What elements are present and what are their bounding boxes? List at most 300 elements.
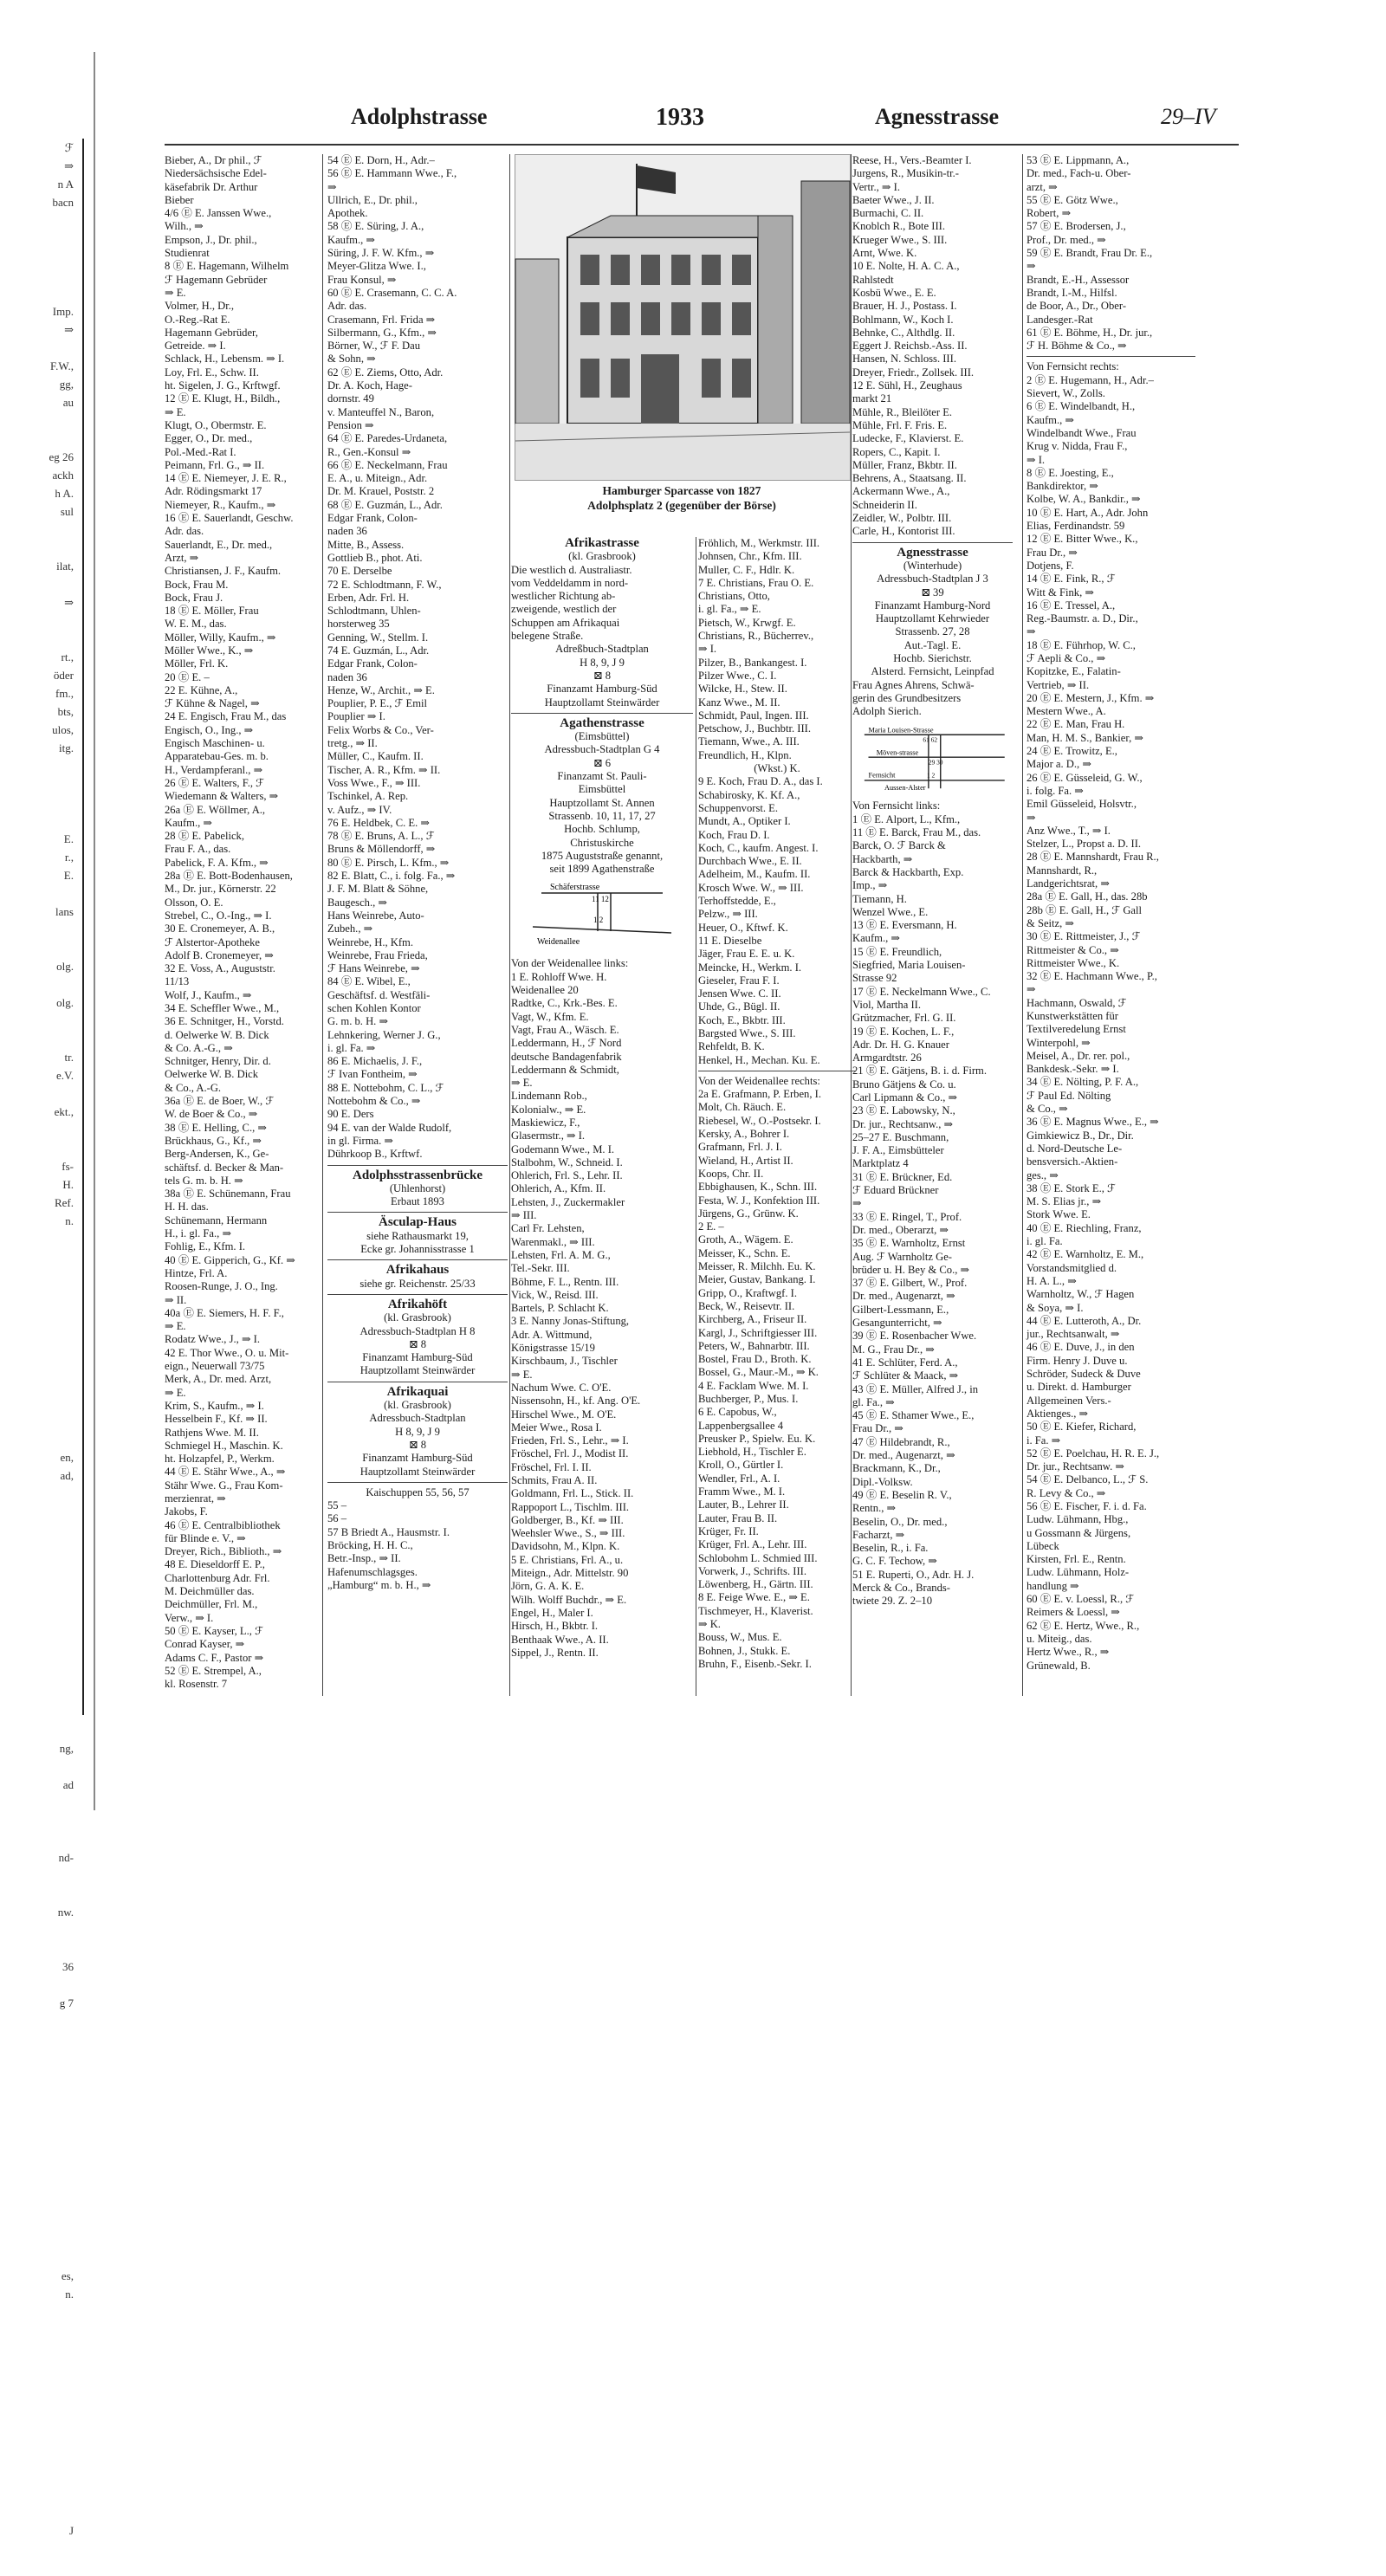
directory-entry: Dr. med., Oberarzt, ⇒ bbox=[852, 1223, 949, 1236]
directory-entry: 4/6 Ⓔ E. Janssen Wwe., bbox=[165, 207, 272, 220]
section-rule bbox=[511, 713, 693, 714]
street-section-title: Adolphsstrassenbrücke bbox=[352, 1168, 483, 1182]
directory-entry: Barck & Hackbarth, Exp. bbox=[852, 865, 964, 878]
directory-entry: ⇒ bbox=[852, 1197, 862, 1210]
directory-entry: W. E. M., das. bbox=[165, 618, 227, 631]
previous-page-fragment bbox=[0, 1612, 82, 1630]
previous-page-fragment: fs- bbox=[62, 1160, 74, 1173]
directory-entry: Klugt, O., Obermstr. E. bbox=[165, 418, 267, 431]
street-info-line: Hauptzollamt Kehrwieder bbox=[875, 612, 990, 625]
previous-page-fragment bbox=[0, 975, 82, 994]
directory-entry: Lauter, Frau B. II. bbox=[698, 1511, 778, 1524]
directory-entry: Radtke, C., Krk.-Bes. E. bbox=[511, 997, 618, 1010]
directory-entry: Dr. med., Fach-u. Ober- bbox=[1027, 167, 1131, 180]
directory-entry: 84 Ⓔ E. Wibel, E., bbox=[327, 975, 411, 988]
directory-entry: 22 E. Kühne, A., bbox=[165, 683, 238, 696]
previous-page-fragment: eg 26 bbox=[49, 450, 74, 463]
directory-entry: Pol.-Med.-Rat I. bbox=[165, 445, 236, 458]
directory-entry: Durchbach Wwe., E. II. bbox=[698, 855, 802, 868]
directory-entry: 17 Ⓔ E. Neckelmann Wwe., C. bbox=[852, 985, 991, 998]
directory-entry: ⇒ E. bbox=[165, 1320, 186, 1333]
directory-entry: Hintze, Frl. A. bbox=[165, 1266, 228, 1279]
directory-entry: Dr. med., Augenarzt, ⇒ bbox=[852, 1290, 955, 1303]
directory-entry: Windelbandt Wwe., Frau bbox=[1027, 426, 1137, 439]
directory-entry: ht. Holzapfel, P., Werkm. bbox=[165, 1453, 275, 1466]
directory-entry: 15 Ⓔ E. Freundlich, bbox=[852, 945, 942, 958]
directory-entry: Löwenberg, H., Gärtn. III. bbox=[698, 1578, 813, 1591]
directory-entry: 32 E. Voss, A., Auguststr. bbox=[165, 962, 275, 975]
previous-page-fragment bbox=[0, 1648, 82, 1667]
directory-entry: Imp., ⇒ bbox=[852, 879, 888, 892]
directory-entry: Stork Wwe. E. bbox=[1027, 1208, 1091, 1221]
directory-entry: Bruno Gätjens & Co. u. bbox=[852, 1078, 956, 1091]
section-rule bbox=[327, 1294, 508, 1295]
previous-page-fragment: au bbox=[62, 396, 74, 409]
directory-entry: Dreyer, Rich., Biblioth., ⇒ bbox=[165, 1545, 282, 1558]
directory-entry: Volmer, H., Dr., bbox=[165, 300, 235, 313]
directory-entry: Bankdesk.-Sekr. ⇒ I. bbox=[1027, 1063, 1119, 1076]
directory-entry: 56 Ⓔ E. Fischer, F. i. d. Fa. bbox=[1027, 1499, 1147, 1512]
directory-entry: Grützmacher, Frl. G. II. bbox=[852, 1012, 956, 1025]
street-info-line: Christuskirche bbox=[570, 836, 634, 849]
directory-entry: schäftsf. d. Becker & Man- bbox=[165, 1161, 284, 1174]
directory-entry: 64 Ⓔ E. Paredes-Urdaneta, bbox=[327, 432, 448, 445]
directory-entry: Fröhlich, M., Werkmstr. III. bbox=[698, 537, 820, 549]
previous-page-fragment bbox=[0, 1230, 82, 1248]
street-info-line: (Uhlenhorst) bbox=[389, 1181, 446, 1194]
caption-line-1: Hamburger Sparcasse von 1827 bbox=[602, 484, 761, 497]
directory-entry: i. gl. Fa., ⇒ E. bbox=[698, 603, 761, 616]
directory-entry: ⇒ E. bbox=[165, 286, 186, 299]
directory-entry: Beck, W., Reisevtr. II. bbox=[698, 1299, 795, 1312]
directory-entry: Frau Dr., ⇒ bbox=[1027, 546, 1078, 559]
previous-page-fragment bbox=[0, 1012, 82, 1030]
directory-entry: Felix Worbs & Co., Ver- bbox=[327, 723, 434, 736]
previous-page-fragment bbox=[0, 939, 82, 957]
previous-page-fragment: öder bbox=[53, 669, 74, 682]
previous-page-fragment bbox=[0, 1521, 82, 1539]
directory-entry: Baeter Wwe., J. II. bbox=[852, 193, 935, 206]
directory-entry: Arnt, Wwe. K. bbox=[852, 247, 917, 260]
directory-entry: M. S. Elias jr., ⇒ bbox=[1027, 1195, 1102, 1208]
directory-entry: Adr. A. Wittmund, bbox=[511, 1328, 593, 1341]
directory-entry: Allgemeinen Vers.- bbox=[1027, 1394, 1111, 1407]
directory-entry: naden 36 bbox=[327, 525, 367, 538]
header-street-right: Agnesstrasse bbox=[875, 104, 999, 129]
directory-entry: 57 B Briedt A., Hausmstr. I. bbox=[327, 1525, 450, 1538]
directory-entry: Apparatebau-Ges. m. b. bbox=[165, 750, 269, 763]
directory-entry: Deichmüller, Frl. M., bbox=[165, 1598, 258, 1611]
previous-page-fragment bbox=[0, 1812, 82, 1830]
directory-entry: Adams C. F., Pastor ⇒ bbox=[165, 1651, 264, 1664]
directory-entry: 62 Ⓔ E. Hertz, Wwe., R., bbox=[1027, 1619, 1140, 1632]
directory-entry: Mestern Wwe., A. bbox=[1027, 705, 1106, 718]
previous-page-fragment: F.W., bbox=[49, 359, 74, 372]
directory-entry: Burmachi, C. II. bbox=[852, 207, 924, 220]
directory-entry: Weidenallee 20 bbox=[511, 984, 579, 997]
street-info-line: siehe Rathausmarkt 19, bbox=[366, 1229, 469, 1242]
directory-entry: 13 Ⓔ E. Eversmann, H. bbox=[852, 919, 957, 932]
map-label: Möven-strasse bbox=[876, 748, 919, 757]
previous-page-fragment bbox=[0, 757, 82, 775]
directory-entry: Brückhaus, G., Kf., ⇒ bbox=[165, 1134, 262, 1147]
directory-entry: 12 Ⓔ E. Klugt, H., Bildh., bbox=[165, 392, 281, 405]
directory-entry: J. F. A., Eimsbütteler bbox=[852, 1144, 944, 1157]
header-page-number: 29–IV bbox=[1161, 104, 1216, 129]
directory-entry: Adr. Rödingsmarkt 17 bbox=[165, 485, 262, 498]
street-info-line: Adressbuch-Stadtplan G 4 bbox=[544, 743, 660, 756]
directory-entry: Meier, Gustav, Bankang. I. bbox=[698, 1273, 816, 1286]
directory-entry: Adr. das. bbox=[327, 300, 367, 313]
directory-entry: 37 Ⓔ E. Gilbert, W., Prof. bbox=[852, 1277, 968, 1290]
street-info-line: Eimsbüttel bbox=[578, 783, 626, 796]
directory-entry: Wilh. Wolff Buchdr., ⇒ E. bbox=[511, 1593, 627, 1606]
directory-entry: Dr. med., Augenarzt, ⇒ bbox=[852, 1449, 955, 1462]
directory-entry: 26a Ⓔ E. Wöllmer, A., bbox=[165, 803, 266, 816]
street-info-line: Hochb. Sierichstr. bbox=[893, 651, 972, 664]
directory-entry: Bruhn, F., Eisenb.-Sekr. I. bbox=[698, 1657, 812, 1670]
directory-entry: Ludecke, F., Klavierst. E. bbox=[852, 432, 964, 445]
directory-entry: Schünemann, Hermann bbox=[165, 1214, 268, 1227]
directory-entry: belegene Straße. bbox=[511, 630, 584, 643]
column-5 bbox=[852, 154, 1013, 1696]
street-section-title: Afrikahaus bbox=[385, 1263, 450, 1278]
caption-line-2: Adolphsplatz 2 (gegenüber der Börse) bbox=[587, 499, 776, 512]
directory-entry: 3 E. Nanny Jonas-Stiftung, bbox=[511, 1315, 630, 1328]
directory-entry: Apothek. bbox=[327, 207, 368, 220]
directory-entry: Winterpohl, ⇒ bbox=[1027, 1036, 1091, 1049]
directory-entry: Molt, Ch. Räuch. E. bbox=[698, 1101, 787, 1114]
directory-entry: 8 Ⓔ E. Joesting, E., bbox=[1027, 466, 1114, 479]
directory-entry: Baugesch., ⇒ bbox=[327, 896, 387, 909]
street-info-line: (Winterhude) bbox=[903, 559, 962, 572]
previous-page-fragment bbox=[0, 575, 82, 593]
previous-page-fragment bbox=[0, 612, 82, 630]
directory-entry: Henkel, H., Mechan. Ku. E. bbox=[698, 1053, 820, 1066]
directory-entry: Fröschel, Frl. I. II. bbox=[511, 1460, 592, 1473]
directory-entry: Hertz Wwe., R., ⇒ bbox=[1027, 1646, 1110, 1659]
directory-entry: Olsson, O. E. bbox=[165, 896, 223, 909]
directory-entry: eign., Neuerwall 73/75 bbox=[165, 1360, 265, 1373]
directory-entry: ⇒ bbox=[1027, 625, 1036, 638]
map-label: Fernsicht bbox=[868, 771, 896, 780]
map-label: Weidenallee bbox=[537, 937, 580, 948]
directory-entry: E. A., u. Miteign., Adr. bbox=[327, 472, 428, 485]
directory-entry: bensversich.-Aktien- bbox=[1027, 1155, 1118, 1168]
directory-entry: Wenzel Wwe., E. bbox=[852, 905, 929, 918]
directory-entry: 9 E. Koch, Frau D. A., das I. bbox=[698, 775, 823, 788]
directory-entry: Ullrich, E., Dr. phil., bbox=[327, 193, 418, 206]
directory-entry: Muller, C. F., Hdlr. K. bbox=[698, 563, 795, 576]
directory-entry: Preusker P., Spielw. Eu. K. bbox=[698, 1432, 816, 1445]
directory-entry: Schlobohm L. Schmied III. bbox=[698, 1551, 818, 1564]
directory-entry: Mühle, Frl. F. Fris. E. bbox=[852, 418, 948, 431]
previous-page-fragment bbox=[0, 430, 82, 448]
section-rule bbox=[1027, 356, 1195, 357]
directory-entry: Böhme, F. L., Rentn. III. bbox=[511, 1275, 619, 1288]
directory-entry: Von der Weidenallee links: bbox=[511, 957, 629, 970]
directory-entry: Krug v. Nidda, Frau F., bbox=[1027, 440, 1128, 453]
section-rule bbox=[327, 1259, 508, 1260]
directory-entry: Siegfried, Maria Louisen- bbox=[852, 959, 966, 972]
directory-entry: Silbermann, G., Kfm., ⇒ bbox=[327, 326, 437, 339]
directory-entry: kl. Rosenstr. 7 bbox=[165, 1678, 228, 1691]
directory-entry: Adr. Dr. H. G. Knauer bbox=[852, 1038, 949, 1051]
directory-entry: Pilzer, B., Bankangest. I. bbox=[698, 656, 807, 669]
directory-entry: Meier Wwe., Rosa I. bbox=[511, 1421, 602, 1434]
previous-page-edge bbox=[0, 139, 84, 2537]
previous-page-fragment bbox=[0, 1121, 82, 1139]
column-divider bbox=[851, 154, 852, 1696]
directory-entry: Meisser, R. Milchh. Eu. K. bbox=[698, 1260, 816, 1273]
previous-page-fragment: E. bbox=[63, 832, 74, 845]
street-info-line: Hauptzollamt St. Annen bbox=[549, 796, 655, 809]
previous-page-fragment: g 7 bbox=[59, 1997, 74, 2010]
street-info-line: Finanzamt Hamburg-Süd bbox=[362, 1452, 473, 1465]
directory-entry: Schneiderin II. bbox=[852, 498, 917, 511]
directory-entry: Benthaak Wwe., A. II. bbox=[511, 1633, 609, 1646]
directory-entry: & Seitz, ⇒ bbox=[1027, 916, 1074, 929]
directory-entry: u. Miteig., das. bbox=[1027, 1632, 1092, 1645]
directory-entry: Groth, A., Wägem. E. bbox=[698, 1233, 793, 1246]
directory-entry: Tischmeyer, H., Klaverist. bbox=[698, 1604, 813, 1617]
directory-entry: Zeidler, W., Polbtr. III. bbox=[852, 512, 952, 525]
directory-entry: Sippel, J., Rentn. II. bbox=[511, 1646, 599, 1659]
directory-entry: 11 E. Dieselbe bbox=[698, 934, 762, 947]
directory-entry: Frau Konsul, ⇒ bbox=[327, 273, 397, 286]
directory-entry: 78 Ⓔ E. Bruns, A. L., ℱ bbox=[327, 830, 435, 843]
previous-page-fragment: r., bbox=[64, 851, 74, 864]
section-rule bbox=[852, 542, 1013, 543]
street-info-line: ⊠ 8 bbox=[593, 669, 611, 682]
directory-entry: vom Veddeldamm in nord- bbox=[511, 576, 629, 589]
directory-entry: Schmits, Frau A. II. bbox=[511, 1474, 598, 1486]
directory-entry: ⇒ III. bbox=[511, 1209, 537, 1222]
directory-entry: Man, H. M. S., Bankier, ⇒ bbox=[1027, 731, 1143, 744]
directory-entry: Riebesel, W., O.-Postsekr. I. bbox=[698, 1114, 821, 1127]
street-info-line: Finanzamt Hamburg-Süd bbox=[362, 1351, 473, 1364]
previous-page-fragment: en, bbox=[60, 1451, 74, 1464]
directory-entry: H. A. L., ⇒ bbox=[1027, 1274, 1077, 1287]
directory-entry: 60 Ⓔ E. v. Loessl, R., ℱ bbox=[1027, 1593, 1135, 1606]
previous-page-fragment bbox=[0, 1576, 82, 1594]
directory-entry: Freundlich, H., Klpn. bbox=[698, 748, 792, 761]
map-label: Maria Louisen-Strasse bbox=[868, 726, 934, 735]
directory-entry: horsterweg 35 bbox=[327, 618, 390, 631]
directory-entry: 36a Ⓔ E. de Boer, W., ℱ bbox=[165, 1095, 275, 1108]
directory-entry: Lehnkering, Werner J. G., bbox=[327, 1028, 441, 1041]
directory-entry: 19 Ⓔ E. Kochen, L. F., bbox=[852, 1025, 955, 1038]
directory-entry: Pabelick, F. A. Kfm., ⇒ bbox=[165, 856, 269, 869]
street-info-line: Hochb. Schlump, bbox=[564, 823, 640, 836]
directory-entry: Anz Wwe., T., ⇒ I. bbox=[1027, 824, 1111, 837]
previous-page-fragment bbox=[0, 2030, 82, 2049]
directory-entry: Lappenbergsallee 4 bbox=[698, 1419, 784, 1432]
directory-entry: Möller, Willy, Kaufm., ⇒ bbox=[165, 631, 276, 644]
directory-entry: Schnitger, Henry, Dir. d. bbox=[165, 1055, 271, 1068]
street-info-line: Finanzamt Hamburg-Süd bbox=[547, 683, 657, 696]
street-info-line: Strassenb. 10, 11, 17, 27 bbox=[548, 809, 656, 822]
directory-entry: Schmidt, Paul, Ingen. III. bbox=[698, 709, 809, 722]
directory-entry: 14 Ⓔ E. Fink, R., ℱ bbox=[1027, 573, 1116, 586]
directory-entry: Dr. jur., Rechtsanw. ⇒ bbox=[1027, 1460, 1124, 1473]
directory-entry: Jäger, Frau E. E. u. K. bbox=[698, 948, 795, 961]
street-info-line: Adressbuch-Stadtplan bbox=[369, 1412, 466, 1425]
directory-entry: Von der Weidenallee rechts: bbox=[698, 1074, 820, 1087]
directory-entry: Vertr., ⇒ I. bbox=[852, 180, 900, 193]
previous-page-fragment: Imp. bbox=[52, 305, 74, 318]
previous-page-fragment: rt., bbox=[61, 650, 74, 663]
directory-entry: Reg.-Baumstr. a. D., Dir., bbox=[1027, 612, 1138, 625]
header-street-left: Adolphstrasse bbox=[351, 104, 488, 129]
previous-page-fragment: n. bbox=[65, 1214, 74, 1227]
directory-entry: 52 Ⓔ E. Strempel, A., bbox=[165, 1664, 262, 1677]
directory-entry: Petschow, J., Buchbtr. III. bbox=[698, 722, 812, 735]
previous-page-fragment: olg. bbox=[56, 960, 74, 973]
directory-entry: Terhoffstedde, E., bbox=[698, 895, 776, 908]
previous-page-fragment bbox=[0, 1285, 82, 1303]
directory-entry: Berg-Andersen, K., Ge- bbox=[165, 1148, 269, 1161]
previous-page-fragment: E. bbox=[63, 869, 74, 882]
directory-entry: Engisch Maschinen- u. bbox=[165, 737, 265, 750]
directory-entry: Börner, W., ℱ F. Dau bbox=[327, 340, 421, 353]
directory-entry: Meisser, K., Schn. E. bbox=[698, 1246, 791, 1259]
directory-entry: 44 Ⓔ E. Stähr Wwe., A., ⇒ bbox=[165, 1466, 286, 1479]
previous-page-fragment bbox=[0, 521, 82, 539]
directory-entry: 55 Ⓔ E. Götz Wwe., bbox=[1027, 193, 1118, 206]
directory-entry: Armgardtstr. 26 bbox=[852, 1052, 922, 1065]
directory-entry: Verw., ⇒ I. bbox=[165, 1611, 214, 1624]
directory-entry: 42 Ⓔ E. Warnholtz, E. M., bbox=[1027, 1248, 1144, 1261]
directory-entry: Jurgens, R., Musikin-tr.- bbox=[852, 167, 959, 180]
directory-entry: Framm Wwe., M. I. bbox=[698, 1485, 786, 1498]
previous-page-fragment bbox=[0, 2194, 82, 2212]
previous-page-fragment: ilat, bbox=[56, 560, 74, 573]
directory-entry: 54 Ⓔ E. Delbanco, L., ℱ S. bbox=[1027, 1473, 1149, 1486]
directory-entry: Vorwerk, J., Schrifts. III. bbox=[698, 1564, 806, 1577]
map-label: 1 2 bbox=[593, 916, 604, 925]
directory-entry: Eggert J. Reichsb.-Ass. II. bbox=[852, 340, 968, 353]
directory-entry: Pietsch, W., Krwgf. E. bbox=[698, 616, 796, 629]
directory-entry: Bock, Frau M. bbox=[165, 578, 229, 591]
previous-page-fragment bbox=[0, 1030, 82, 1048]
directory-entry: ⇒ bbox=[1027, 811, 1036, 824]
directory-entry: Firm. Henry J. Duve u. bbox=[1027, 1354, 1128, 1367]
directory-entry: Vick, W., Reisd. III. bbox=[511, 1288, 599, 1301]
directory-entry: Meyer-Glitza Wwe. I., bbox=[327, 260, 426, 273]
directory-entry: dornstr. 49 bbox=[327, 392, 374, 405]
directory-entry: Kolonialw., ⇒ E. bbox=[511, 1103, 586, 1116]
directory-entry: d. Nord-Deutsche Le- bbox=[1027, 1142, 1123, 1155]
previous-page-fragment bbox=[0, 230, 82, 248]
directory-entry: Glasermstr., ⇒ I. bbox=[511, 1129, 586, 1142]
directory-entry: 42 E. Thor Wwe., O. u. Mit- bbox=[165, 1346, 289, 1359]
column-1 bbox=[165, 154, 319, 1696]
directory-entry: u. Direkt. d. Hamburger bbox=[1027, 1381, 1131, 1394]
previous-page-fragment bbox=[0, 1485, 82, 1503]
directory-entry: 2a E. Grafmann, P. Erben, I. bbox=[698, 1088, 821, 1101]
directory-entry: 50 Ⓔ E. Kayser, L., ℱ bbox=[165, 1624, 263, 1637]
previous-page-fragment: ad bbox=[62, 1778, 74, 1791]
previous-page-fragment: gg, bbox=[59, 378, 74, 391]
directory-entry: 61 Ⓔ E. Böhme, H., Dr. jur., bbox=[1027, 326, 1153, 339]
directory-entry: Gesangunterricht, ⇒ bbox=[852, 1317, 942, 1330]
directory-entry: Kunstwerkstätten für bbox=[1027, 1010, 1118, 1022]
directory-entry: Elias, Ferdinandstr. 59 bbox=[1027, 520, 1125, 533]
directory-entry: Adr. das. bbox=[165, 525, 204, 538]
directory-entry: Edgar Frank, Colon- bbox=[327, 657, 418, 670]
directory-entry: Kirsten, Frl. E., Rentn. bbox=[1027, 1553, 1126, 1566]
directory-entry: Rodatz Wwe., J., ⇒ I. bbox=[165, 1333, 260, 1346]
previous-page-fragment bbox=[0, 1721, 82, 1739]
previous-page-fragment bbox=[0, 539, 82, 557]
directory-entry: Niedersächsische Edel- bbox=[165, 167, 267, 180]
directory-entry: Jensen Wwe. C. II. bbox=[698, 987, 781, 1000]
previous-page-fragment: lans bbox=[55, 905, 74, 918]
previous-page-fragment bbox=[0, 1339, 82, 1357]
directory-entry: Kosbü Wwe., E. E. bbox=[852, 286, 936, 299]
directory-entry: markt 21 bbox=[852, 392, 892, 405]
directory-entry: 40a Ⓔ E. Siemers, H. F. F., bbox=[165, 1306, 284, 1319]
directory-entry: Marktplatz 4 bbox=[852, 1157, 909, 1170]
previous-page-fragment bbox=[0, 2212, 82, 2230]
directory-entry: gerin des Grundbesitzers bbox=[852, 691, 962, 704]
directory-entry: schen Kohlen Kontor bbox=[327, 1002, 421, 1014]
directory-entry: Voss Wwe., F., ⇒ III. bbox=[327, 776, 421, 789]
directory-entry: Liebhold, H., Tischler E. bbox=[698, 1446, 806, 1459]
directory-entry: ht. Sigelen, J. G., Krftwgf. bbox=[165, 379, 281, 392]
directory-entry: 40 Ⓔ E. Gipperich, G., Kf. ⇒ bbox=[165, 1253, 295, 1266]
previous-page-fragment bbox=[0, 2340, 82, 2358]
directory-entry: G. m. b. H. ⇒ bbox=[327, 1015, 389, 1028]
directory-entry: ℱ Paul Ed. Nölting bbox=[1027, 1089, 1111, 1102]
directory-entry: 6 Ⓔ E. Windelbandt, H., bbox=[1027, 400, 1136, 413]
directory-entry: Aug. ℱ Warnholtz Ge- bbox=[852, 1250, 952, 1263]
directory-entry: Studienrat bbox=[165, 247, 210, 260]
previous-page-fragment: ⇒ bbox=[64, 159, 74, 172]
street-info-line: (kl. Grasbrook) bbox=[568, 550, 636, 563]
directory-entry: Lauter, B., Lehrer II. bbox=[698, 1498, 789, 1511]
directory-entry: arzt, ⇒ bbox=[1027, 180, 1058, 193]
previous-page-fragment bbox=[0, 266, 82, 284]
column-divider bbox=[322, 154, 323, 1696]
directory-entry: Leddermann, H., ℱ Nord bbox=[511, 1037, 622, 1050]
directory-entry: Niemeyer, R., Kaufm., ⇒ bbox=[165, 498, 276, 511]
directory-entry: 52 Ⓔ E. Poelchau, H. R. E. J., bbox=[1027, 1447, 1160, 1460]
sparcasse-building-illustration bbox=[515, 154, 851, 481]
previous-page-fragment: ackh bbox=[52, 469, 74, 482]
directory-entry: Rittmeister & Co., ⇒ bbox=[1027, 943, 1119, 956]
directory-entry: 25–27 E. Buschmann, bbox=[852, 1130, 949, 1143]
street-info-line: siehe gr. Reichenstr. 25/33 bbox=[359, 1277, 476, 1290]
previous-page-fragment: ⇒ bbox=[64, 323, 74, 336]
street-info-line: Finanzamt St. Pauli- bbox=[557, 770, 647, 783]
directory-entry: Lehsten, J., Zuckermakler bbox=[511, 1195, 625, 1208]
directory-entry: tels G. m. b. H. ⇒ bbox=[165, 1174, 243, 1187]
directory-entry: Bouss, W., Mus. E. bbox=[698, 1631, 782, 1644]
directory-entry: merzienrat, ⇒ bbox=[165, 1492, 226, 1505]
directory-entry: Dreyer, Friedr., Zollsek. III. bbox=[852, 366, 975, 379]
directory-entry: v. Manteuffel N., Baron, bbox=[327, 405, 435, 418]
directory-entry: Gottlieb B., phot. Ati. bbox=[327, 551, 423, 564]
directory-entry: Bieber bbox=[165, 193, 194, 206]
directory-entry: M., Dr. jur., Körnerstr. 22 bbox=[165, 883, 276, 896]
directory-entry: Adolf B. Cronemeyer, ⇒ bbox=[165, 948, 274, 961]
directory-entry: 76 E. Heldbek, C. E. ⇒ bbox=[327, 816, 430, 829]
directory-entry: H., Verdampferanl., ⇒ bbox=[165, 763, 263, 776]
previous-page-fragment bbox=[0, 1394, 82, 1412]
previous-page-fragment bbox=[0, 2230, 82, 2249]
